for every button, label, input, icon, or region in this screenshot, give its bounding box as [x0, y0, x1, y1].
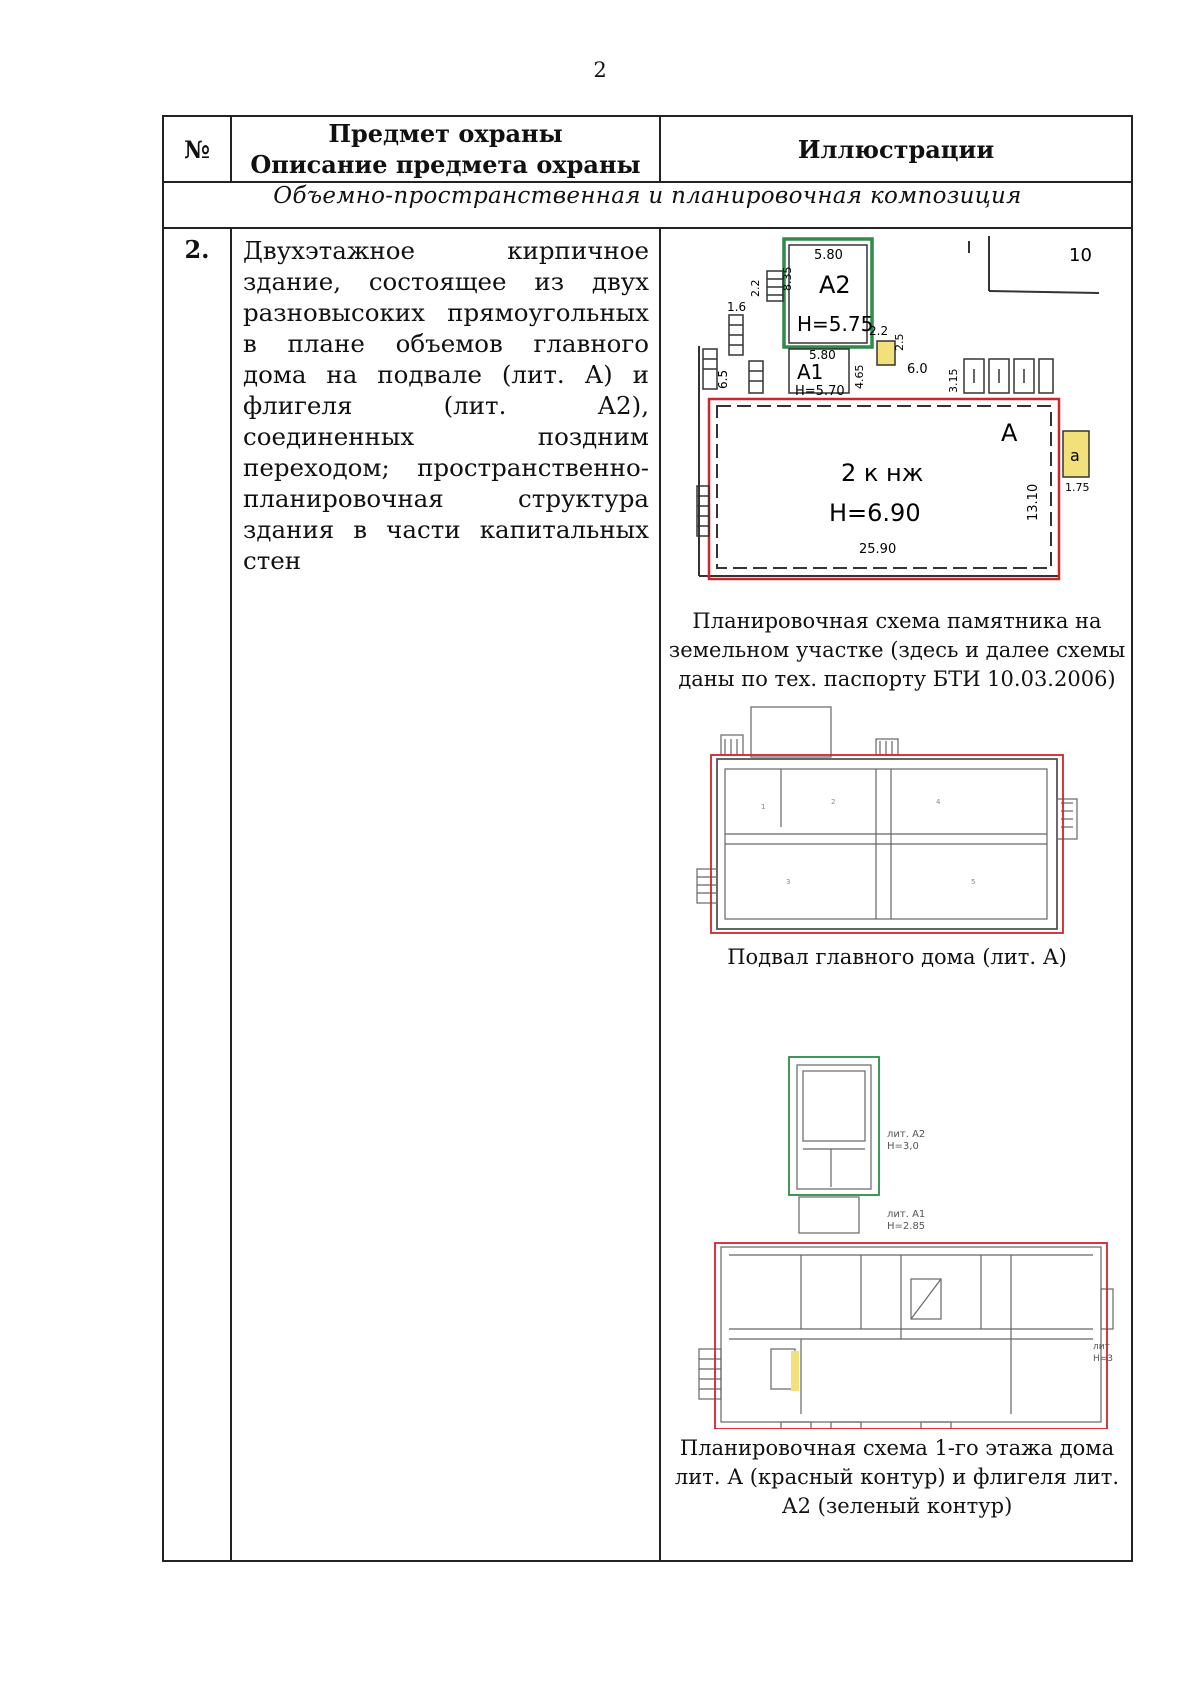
dim-60-label: 6.0 [907, 362, 928, 377]
dim-315-label: 3.15 [947, 368, 960, 393]
dim-465-label: 4.65 [853, 364, 866, 389]
site-plan-image [689, 231, 1109, 601]
first-floor-plan-caption: Планировочная схема 1-го этажа дома лит. А (красный контур) и флигеля лит. А2 (зеленый контур) [674, 1436, 1120, 1518]
svg-text:2: 2 [831, 798, 836, 806]
floor-a-contour [715, 1243, 1107, 1429]
dim-a-label: а [1070, 446, 1080, 465]
first-floor-plan-image [681, 1049, 1121, 1429]
a2-letter-label: А2 [819, 271, 851, 299]
basement-plan-caption: Подвал главного дома (лит. А) [727, 945, 1067, 969]
floor-a2-height: H=3,0 [887, 1141, 919, 1152]
a2-side-label: 8.35 [781, 266, 794, 291]
row-number: 2. [163, 228, 231, 1561]
dim-25-label: 2.5 [893, 333, 906, 351]
dim-10-label: 10 [1069, 245, 1092, 266]
row-description: Двухэтажное кирпичное здание, состоящее из двух разновысоких прямоугольных в плане объемов главного дома на подвале (лит. А) и флигеля (лит. А2), соединенных поздним переходом; пространственно-планировочная структура здания в части капитальных стен [231, 228, 660, 1561]
dim-175-label: 1.75 [1065, 481, 1090, 494]
a2-width-label: 5.80 [814, 248, 843, 263]
dim-65-label: 6.5 [716, 369, 730, 389]
main-height-label: H=6.90 [829, 499, 921, 527]
floor-a1-height: H=2.85 [887, 1221, 926, 1232]
header-subject [231, 116, 660, 182]
site-plan-caption: Планировочная схема памятника на земельном участке (здесь и далее схемы даны по тех. паспорту БТИ 10.03.2006) [668, 609, 1126, 691]
a1-height-label: H=5.70 [795, 384, 845, 399]
a2-height-label: H=5.75 [797, 312, 874, 336]
svg-text:5: 5 [971, 878, 976, 886]
floor-a1-label: лит. А1 [887, 1209, 926, 1220]
page-number: 2 [593, 58, 607, 82]
illustrations-cell [660, 228, 1132, 1561]
section-row [163, 182, 1132, 228]
table-header-row [163, 116, 1132, 182]
main-width-label: 13.10 [1026, 483, 1041, 521]
a2-bottom-label: 5.80 [809, 348, 836, 362]
svg-text:4: 4 [936, 798, 941, 806]
floor-a-label: лит [1093, 1342, 1110, 1352]
main-floors-label: 2 к нж [841, 459, 924, 487]
main-letter-label: А [1001, 419, 1018, 447]
dim-22-label: 2.2 [749, 279, 762, 297]
a1-letter-label: А1 [797, 360, 824, 384]
dim-22b-label: 2.2 [869, 324, 889, 338]
main-length-label: 25.90 [859, 542, 897, 557]
svg-text:1: 1 [761, 803, 766, 811]
floor-a2-label: лит. А2 [887, 1129, 926, 1140]
header-illustrations: Иллюстрации [660, 116, 1132, 182]
table-row [163, 228, 1132, 1561]
floor-a-height: H=3 [1093, 1354, 1114, 1364]
basement-plan-image [681, 699, 1101, 939]
protection-table [162, 115, 1133, 1562]
svg-text:3: 3 [786, 878, 791, 886]
header-subject-line2: Описание предмета охраны [250, 150, 641, 179]
header-subject-line1: Предмет охраны [328, 119, 563, 148]
section-title: Объемно-пространственная и планировочная композиция [163, 182, 1132, 228]
dim-16-label: 1.6 [727, 300, 747, 314]
header-number: № [163, 116, 231, 182]
